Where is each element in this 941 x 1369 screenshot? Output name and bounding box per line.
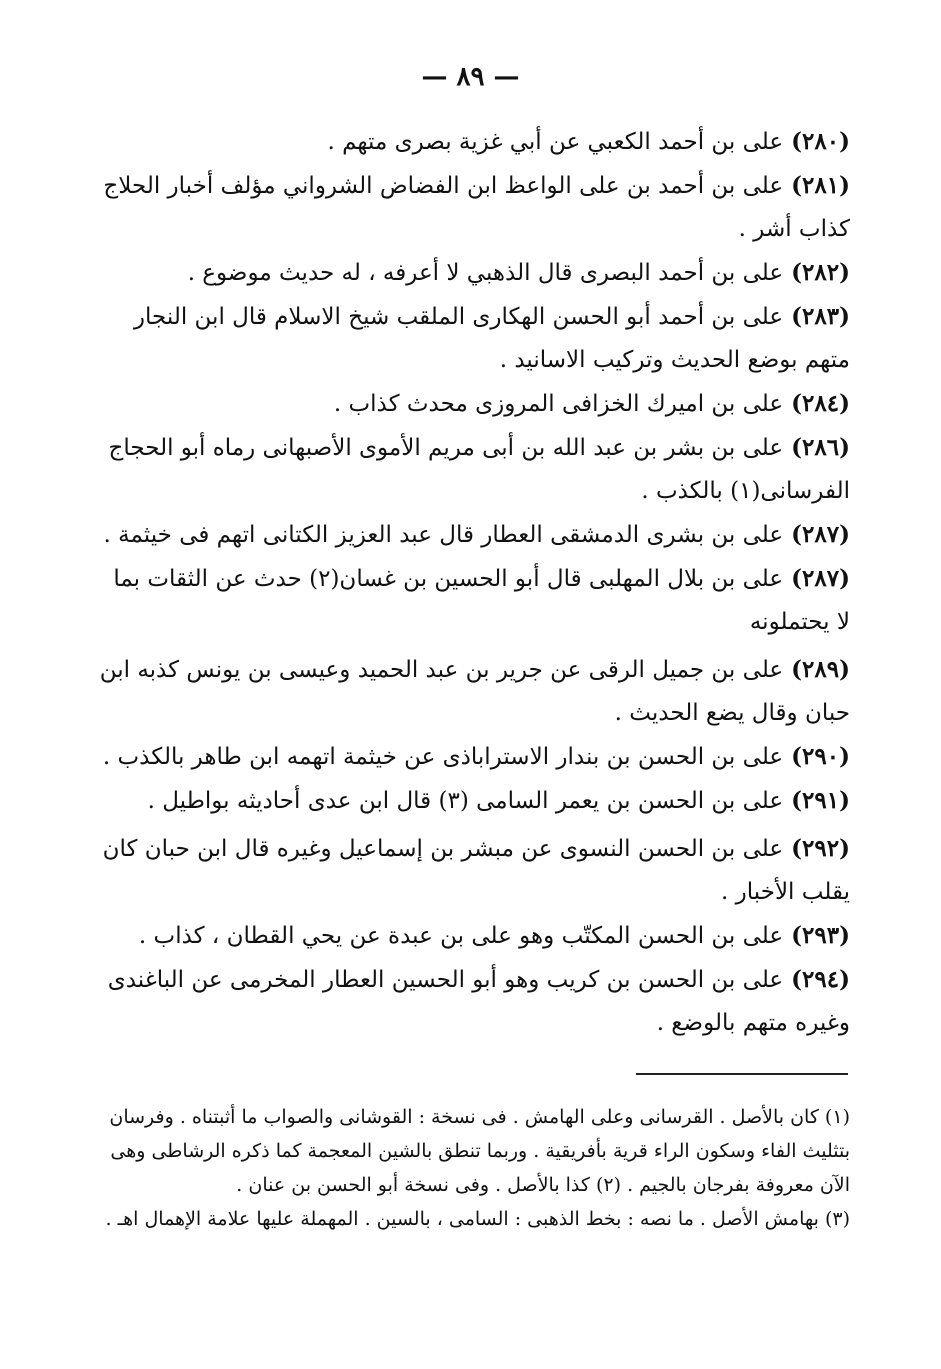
entry-number: (٢٨٤): [791, 390, 850, 417]
entry-number: (٢٨٦): [791, 434, 850, 461]
entry-text: على بن أحمد الكعبي عن أبي غزية بصرى متهم .: [327, 129, 784, 155]
entry-number: (٢٨٧): [791, 521, 850, 548]
entry-294: [95, 958, 850, 1045]
entry-number: (٢٨٢): [791, 259, 850, 286]
entry-text: على بن بشر بن عبد الله بن أبى مريم الأموى الأصبهانى رماه أبو الحجاج الفرسانى(١) بالكذب .: [108, 435, 850, 504]
entry-291: [95, 779, 850, 823]
entry-text: على بن الحسن بن يعمر السامى (٣) قال ابن عدى أحاديثه بواطيل .: [147, 788, 784, 814]
entry-text: على بن اميرك الخزافى المروزى محدث كذاب .: [333, 391, 784, 417]
entry-number: (٢٩١): [791, 787, 850, 814]
entry-text: على بن الحسن النسوى عن مبشر بن إسماعيل وغيره قال ابن حبان كان يقلب الأخبار .: [102, 836, 850, 905]
entry-number: (٢٨٣): [791, 303, 850, 330]
entries-list: [95, 120, 850, 1045]
entry-287a: [95, 513, 850, 557]
entry-287b: [95, 557, 850, 644]
entry-text: على بن الحسن المكتّب وهو على بن عبدة عن يحي القطان ، كذاب .: [138, 923, 784, 949]
entry-290: [95, 735, 850, 779]
page-number: — ٨٩ —: [421, 62, 520, 92]
entry-number: (٢٩٣): [791, 922, 850, 949]
entry-text: على بن جميل الرقى عن جرير بن عبد الحميد وعيسى بن يونس كذبه ابن حبان وقال يضع الحديث .: [99, 657, 850, 726]
entry-number: (٢٩٠): [791, 743, 850, 770]
footnotes: [95, 1100, 850, 1236]
entry-number: (٢٨٧): [791, 565, 850, 592]
entry-282: [95, 251, 850, 295]
entry-289: [95, 648, 850, 735]
entry-number: (٢٨١): [791, 172, 850, 199]
entry-text: على بن أحمد أبو الحسن الهكارى الملقب شيخ الاسلام قال ابن النجار متهم بوضع الحديث وتركيب الاسانيد .: [133, 304, 850, 373]
footnote-1-2: (١) كان بالأصل . القرسانى وعلى الهامش . فى نسخة : القوشانى والصواب ما أثبتناه . وفرسان بتثليث الفاء وسكون الراء قرية بأفريقية . وربما تنطق بالشين المعجمة كما ذكره الرشاطى وهى الآن معروفة بفرجان بالجيم . (٢) كذا بالأصل . وفى نسخة أبو الحسن بن عنان .: [109, 1106, 850, 1196]
entry-283: [95, 295, 850, 382]
entry-number: (٢٨٠): [791, 128, 850, 155]
entry-number: (٢٩٢): [791, 835, 850, 862]
footnote-divider: [636, 1073, 848, 1075]
entry-text: على بن بلال المهلبى قال أبو الحسين بن غسان(٢) حدث عن الثقات بما لا يحتملونه: [113, 566, 850, 635]
entry-text: على بن أحمد بن على الواعظ ابن الفضاض الشرواني مؤلف أخبار الحلاج كذاب أشر .: [103, 173, 850, 242]
entry-text: على بن الحسن بن بندار الاستراباذى عن خيثمة اتهمه ابن طاهر بالكذب .: [102, 744, 784, 770]
entry-number: (٢٩٤): [791, 966, 850, 993]
entry-280: [95, 120, 850, 164]
entry-281: [95, 164, 850, 251]
entry-number: (٢٨٩): [791, 656, 850, 683]
entry-text: على بن بشرى الدمشقى العطار قال عبد العزيز الكتانى اتهم فى خيثمة .: [103, 522, 784, 548]
entry-text: على بن أحمد البصرى قال الذهبي لا أعرفه ، له حديث موضوع .: [187, 260, 784, 286]
entry-292: [95, 827, 850, 914]
footnote-3: (٣) بهامش الأصل . ما نصه : بخط الذهبى : السامى ، بالسين . المهملة عليها علامة الإهمال اهـ .: [105, 1208, 850, 1230]
entry-293: [95, 914, 850, 958]
entry-text: على بن الحسن بن كريب وهو أبو الحسين العطار المخرمى عن الباغندى وغيره متهم بالوضع .: [107, 967, 850, 1036]
entry-284: [95, 382, 850, 426]
entry-286: [95, 426, 850, 513]
